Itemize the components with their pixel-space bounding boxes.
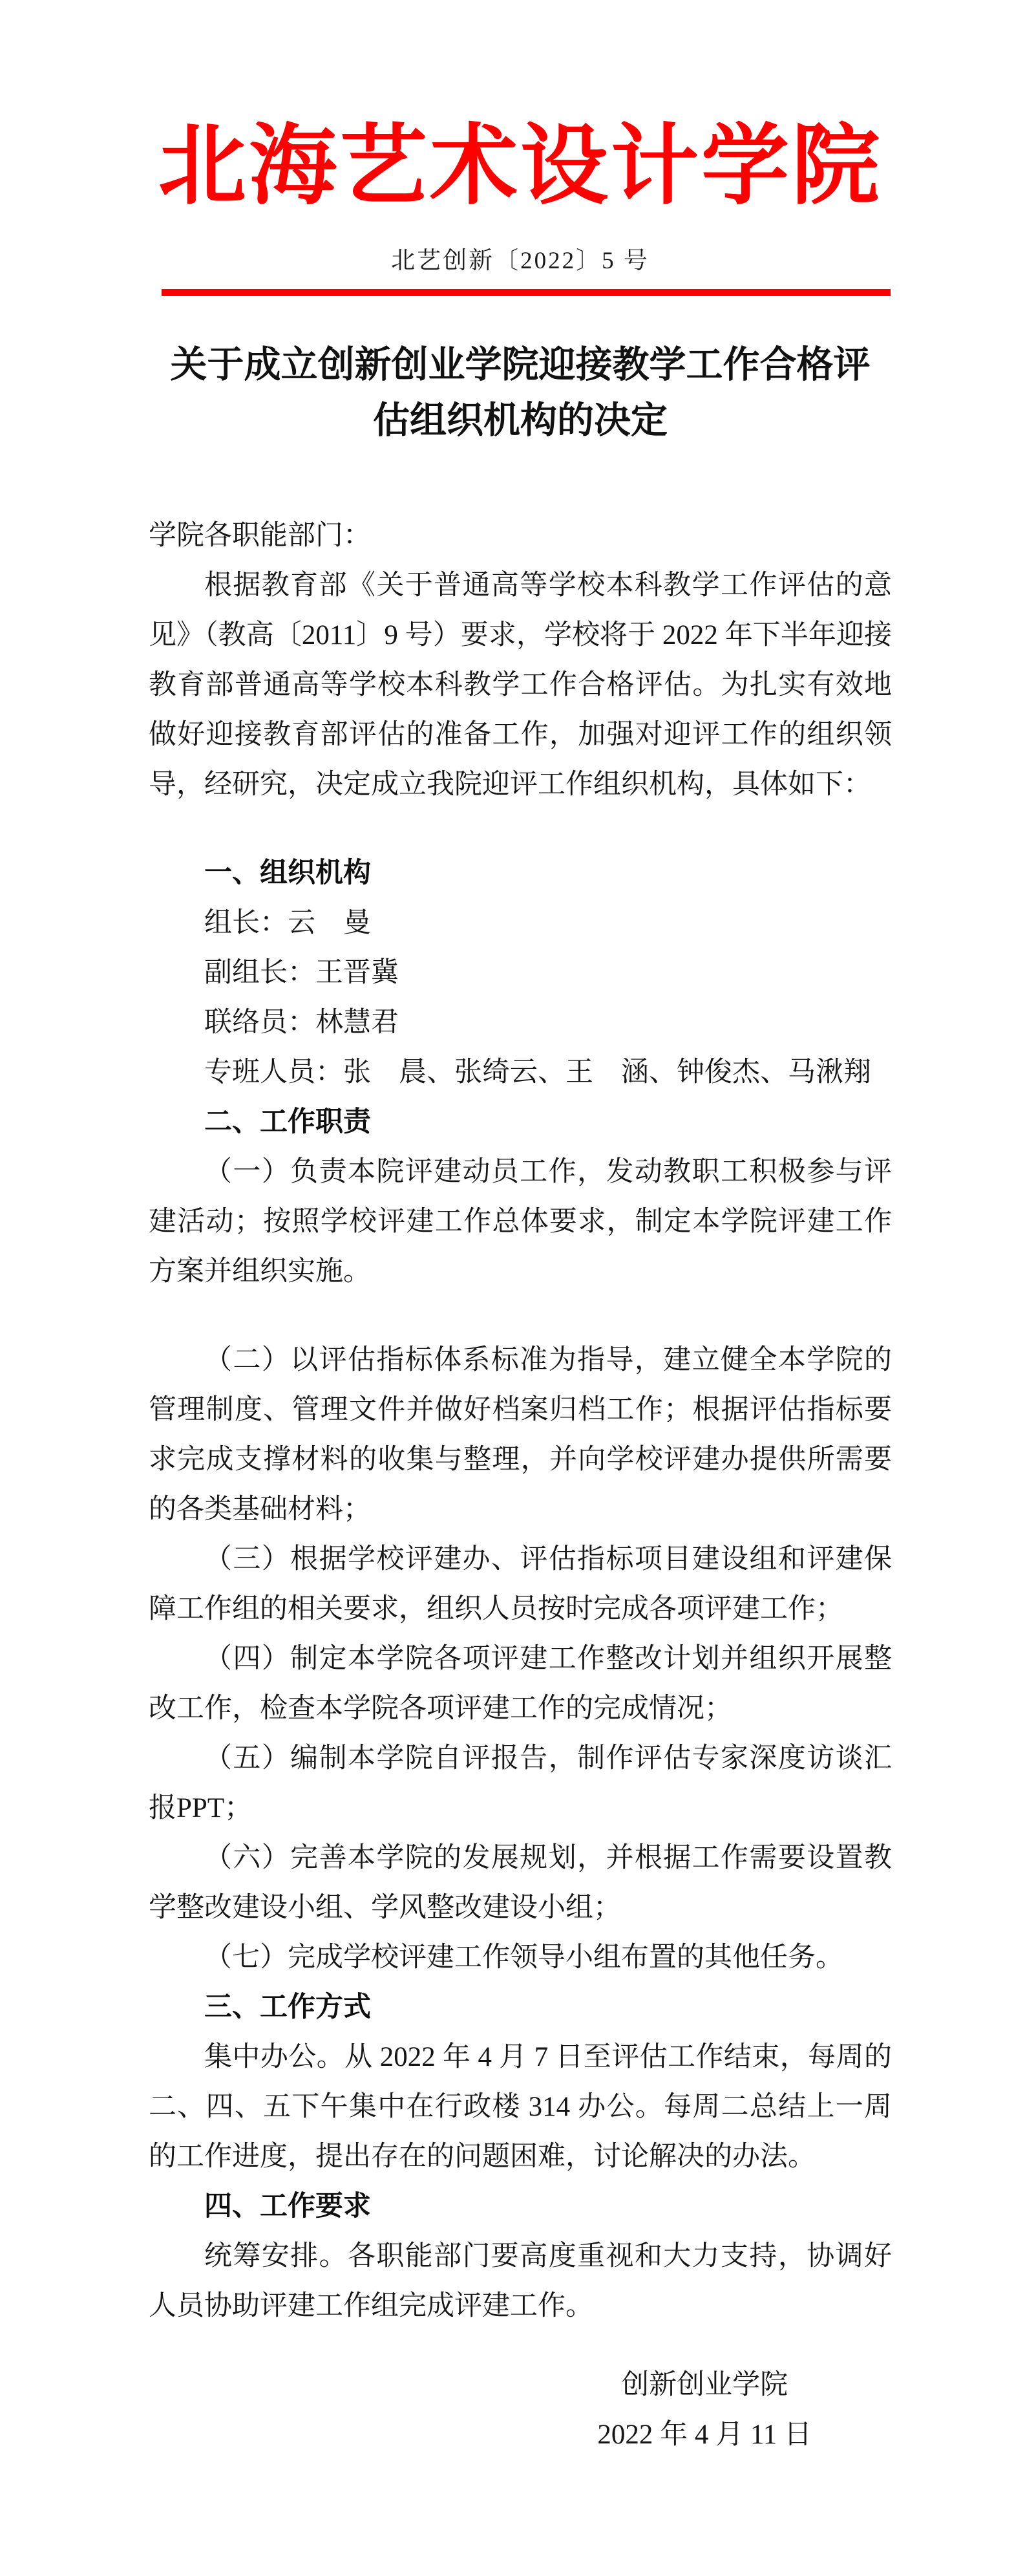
masthead-org-title: 北海艺术设计学院 bbox=[158, 118, 882, 215]
paragraph: 根据教育部《关于普通高等学校本科教学工作评估的意见》（教高〔2011〕9 号）要求，学校将于 2022 年下半年迎接教育部普通高等学校本科教学工作合格评估。为扎实有效地做好迎接教育部评估的准备工作，加强对迎评工作的组织领导，经研究，决定成立我院迎评工作组织机构，具体如下： bbox=[149, 570, 892, 800]
paragraph: 联络员：林慧君 bbox=[204, 1007, 399, 1038]
paragraph: 统筹安排。各职能部门要高度重视和大力支持，协调好人员协助评建工作组完成评建工作。 bbox=[149, 2241, 892, 2321]
paragraph: （一）负责本院评建动员工作，发动教职工积极参与评建活动；按照学校评建工作总体要求，制定本学院评建工作方案并组织实施。 bbox=[149, 1157, 892, 1287]
paragraph: （六）完善本学院的发展规划，并根据工作需要设置教学整改建设小组、学风整改建设小组； bbox=[149, 1843, 892, 1923]
paragraph: （二）以评估指标体系标准为指导，建立健全本学院的管理制度、管理文件并做好档案归档工作；根据评估指标要求完成支撑材料的收集与整理，并向学校评建办提供所需要的各类基础材料； bbox=[149, 1345, 892, 1525]
section-heading: 三、工作方式 bbox=[204, 1991, 371, 2023]
paragraph: （七）完成学校评建工作领导小组布置的其他任务。 bbox=[204, 1942, 843, 1973]
doc-number: 北艺创新〔2022〕5 号 bbox=[391, 248, 650, 274]
document-title bbox=[149, 338, 892, 449]
paragraph: 组长：云 曼 bbox=[204, 908, 371, 938]
section-heading: 一、组织机构 bbox=[204, 857, 371, 888]
red-separator-line bbox=[162, 289, 891, 296]
document-title-line-2: 估组织机构的决定 bbox=[373, 400, 668, 441]
section-heading: 二、工作职责 bbox=[204, 1106, 371, 1137]
document-title-line-1: 关于成立创新创业学院迎接教学工作合格评 bbox=[170, 345, 871, 385]
signature-inner bbox=[597, 2360, 812, 2460]
signature-block bbox=[149, 2360, 892, 2460]
paragraph: （四）制定本学院各项评建工作整改计划并组织开展整改工作，检查本学院各项评建工作的完成情况； bbox=[149, 1644, 892, 1724]
salutation: 学院各职能部门： bbox=[149, 521, 371, 551]
paragraph-spacer bbox=[149, 1296, 892, 1335]
paragraph: 专班人员：张 晨、张绮云、王 涵、钟俊杰、马湫翔 bbox=[204, 1057, 871, 1088]
paragraph: （五）编制本学院自评报告，制作评估专家深度访谈汇报PPT； bbox=[149, 1743, 892, 1823]
signature-date: 2022 年 4 月 11 日 bbox=[597, 2420, 812, 2450]
section-heading: 四、工作要求 bbox=[204, 2191, 371, 2222]
signature-org: 创新创业学院 bbox=[621, 2370, 788, 2400]
paragraph: 集中办公。从 2022 年 4 月 7 日至评估工作结束，每周的二、四、五下午集中在行政楼 314 办公。每周二总结上一周的工作进度，提出存在的问题困难，讨论解决的办法。 bbox=[149, 2042, 892, 2172]
document-body bbox=[149, 511, 892, 2331]
paragraph-spacer bbox=[149, 810, 892, 848]
paragraph: 副组长：王晋冀 bbox=[204, 958, 399, 988]
paragraph: （三）根据学校评建办、评估指标项目建设组和评建保障工作组的相关要求，组织人员按时完成各项评建工作； bbox=[149, 1544, 892, 1624]
